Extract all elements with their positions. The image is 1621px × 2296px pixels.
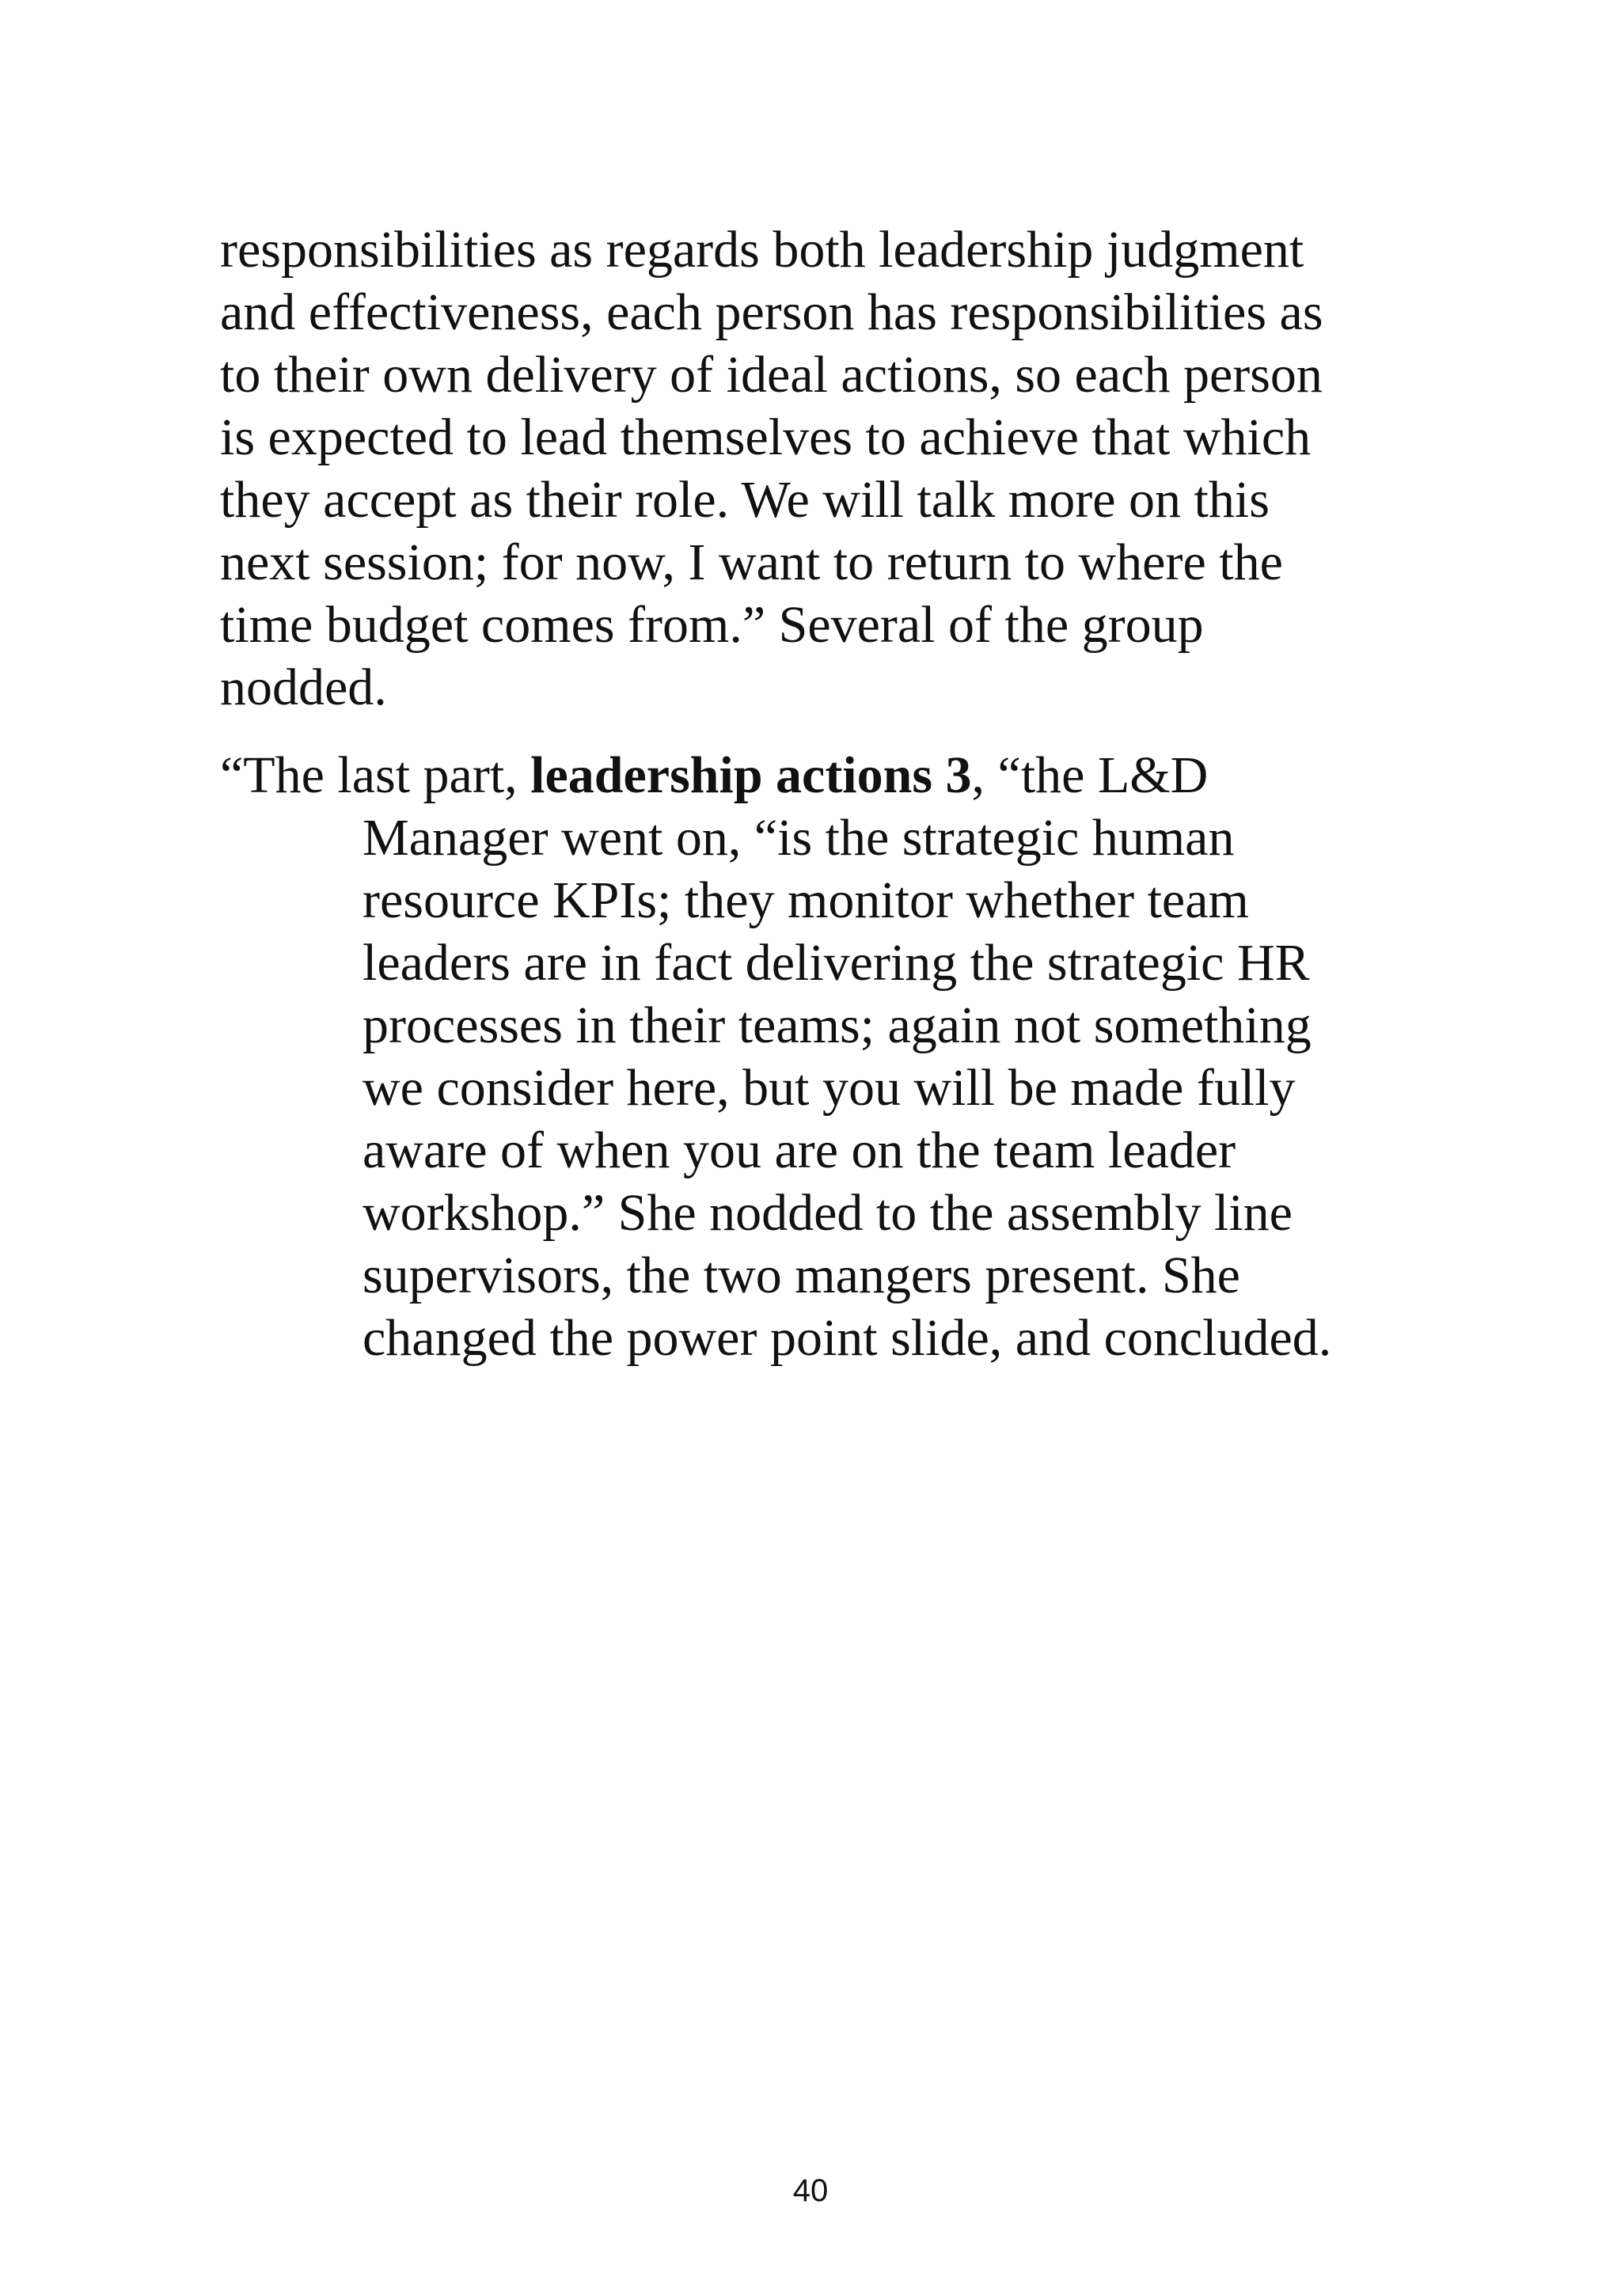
text-line: leaders are in fact delivering the strategic HR: [363, 934, 1310, 992]
body-paragraph-2: [220, 744, 1423, 1369]
text-line: resource KPIs; they monitor whether team: [363, 871, 1249, 929]
page-number: 40: [792, 2173, 829, 2208]
body-paragraph-1: [220, 218, 1423, 719]
text-line: time budget comes from.” Several of the group: [220, 596, 1204, 654]
text-line: Manager went on, “is the strategic human: [363, 809, 1235, 867]
text-line: workshop.” She nodded to the assembly line: [363, 1184, 1293, 1242]
text-line: to their own delivery of ideal actions, so each person: [220, 346, 1323, 404]
text-line: they accept as their role. We will talk more on this: [220, 471, 1270, 529]
text-line: next session; for now, I want to return to where the: [220, 533, 1283, 591]
text-line: processes in their teams; again not something: [363, 996, 1312, 1054]
text-line: aware of when you are on the team leader: [363, 1121, 1236, 1179]
bold-term: leadership actions 3: [530, 746, 972, 804]
first-line: [220, 744, 1423, 806]
text-line: supervisors, the two mangers present. She: [363, 1247, 1240, 1304]
text-line: changed the power point slide, and concluded.: [363, 1309, 1332, 1367]
text-line: and effectiveness, each person has responsibilities as: [220, 283, 1323, 341]
text-line: nodded.: [220, 658, 387, 716]
text-line: we consider here, but you will be made fully: [363, 1059, 1296, 1117]
first-line-end: , “the L&D: [971, 746, 1209, 804]
first-line-start: “The last part,: [220, 746, 531, 804]
text-line: responsibilities as regards both leadership judgment: [220, 221, 1304, 279]
text-line: is expected to lead themselves to achieve that which: [220, 408, 1312, 466]
